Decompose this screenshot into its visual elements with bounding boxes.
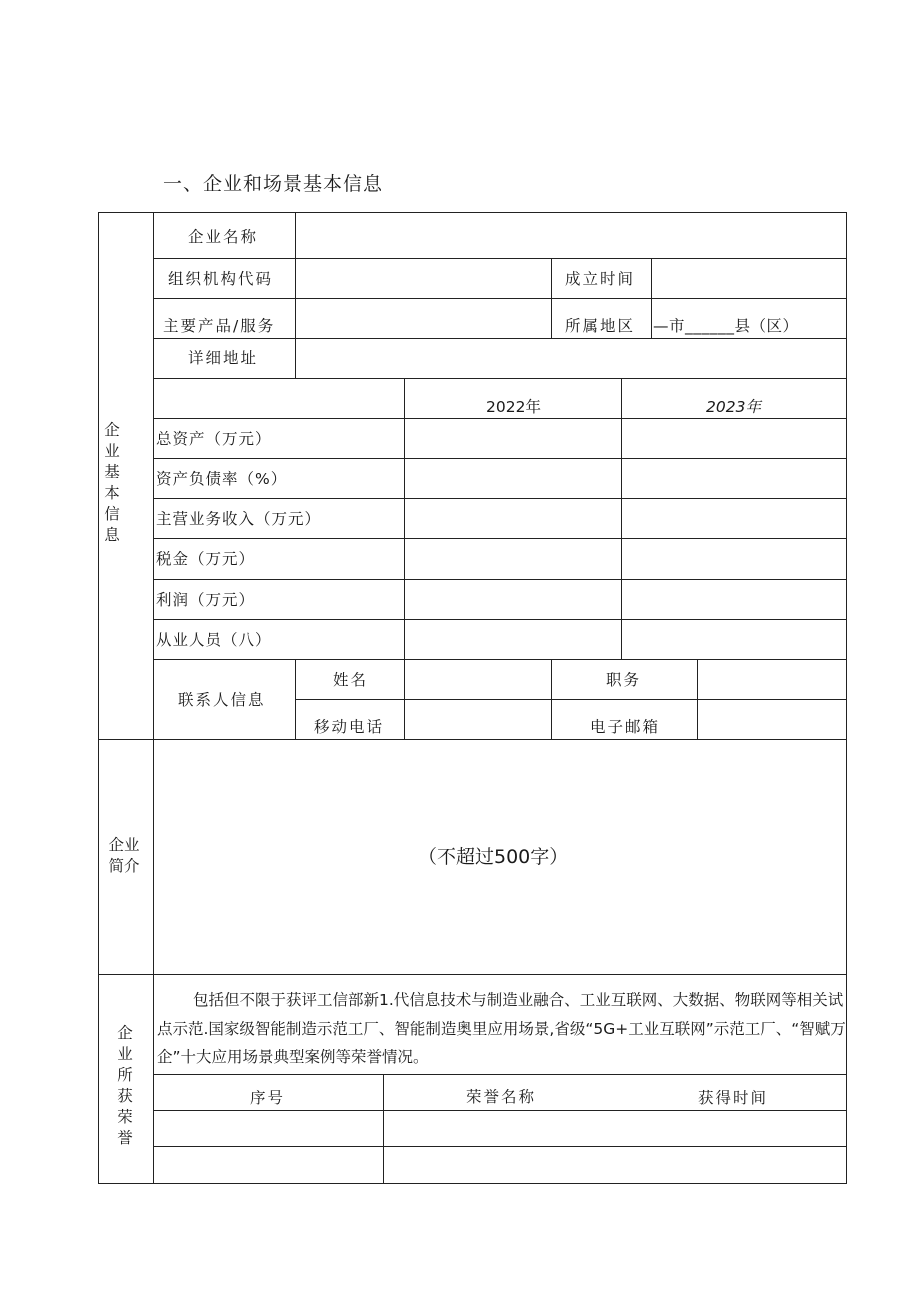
metric-revenue: 主营业务收入（万元） <box>156 510 322 528</box>
founded-label: 成立时间 <box>565 270 636 288</box>
intro-placeholder: （不超过500字） <box>418 846 569 868</box>
products-label: 主要产品/服务 <box>163 317 276 335</box>
contact-email-label: 电子邮箱 <box>590 718 661 736</box>
year-2023: 2023年 <box>706 398 761 416</box>
contact-label: 联系人信息 <box>178 691 266 709</box>
honors-description: 包括但不限于获评工信部新1.代信息技术与制造业融合、工业互联网、大数据、物联网等相关试点示范.国家级智能制造示范工厂、智能制造奥里应用场景,省级“5G+工业互联网”示范工厂、“智赋万企”十大应用场景典型案例等荣誉情况。 <box>157 991 846 1066</box>
section-title: 一、企业和场景基本信息 <box>163 173 384 195</box>
company-name-label: 企业名称 <box>188 228 259 246</box>
year-2022: 2022年 <box>486 398 541 416</box>
intro-side-label: 企业简介 <box>108 836 140 875</box>
address-label: 详细地址 <box>188 349 259 367</box>
metric-debt-ratio: 资产负债率（%） <box>156 470 288 488</box>
metric-profit: 利润（万元） <box>156 591 256 609</box>
contact-position-label: 职务 <box>606 671 642 689</box>
metric-total-assets: 总资产（万元） <box>156 430 272 448</box>
metric-tax: 税金（万元） <box>156 550 256 568</box>
honors-col-time: 获得时间 <box>698 1089 769 1107</box>
honors-side-label: 企业所获荣誉 <box>117 1024 133 1147</box>
honors-col-no: 序号 <box>250 1089 286 1107</box>
contact-name-label: 姓名 <box>333 671 369 689</box>
org-code-label: 组织机构代码 <box>168 270 274 288</box>
basic-info-side-label: 企业基本信息 <box>104 421 120 544</box>
honors-col-name: 荣誉名称 <box>466 1088 537 1106</box>
contact-phone-label: 移动电话 <box>314 718 385 736</box>
metric-employees: 从业人员（八） <box>156 631 272 649</box>
region-value: —市______县（区） <box>653 317 799 335</box>
region-label: 所属地区 <box>565 317 636 335</box>
